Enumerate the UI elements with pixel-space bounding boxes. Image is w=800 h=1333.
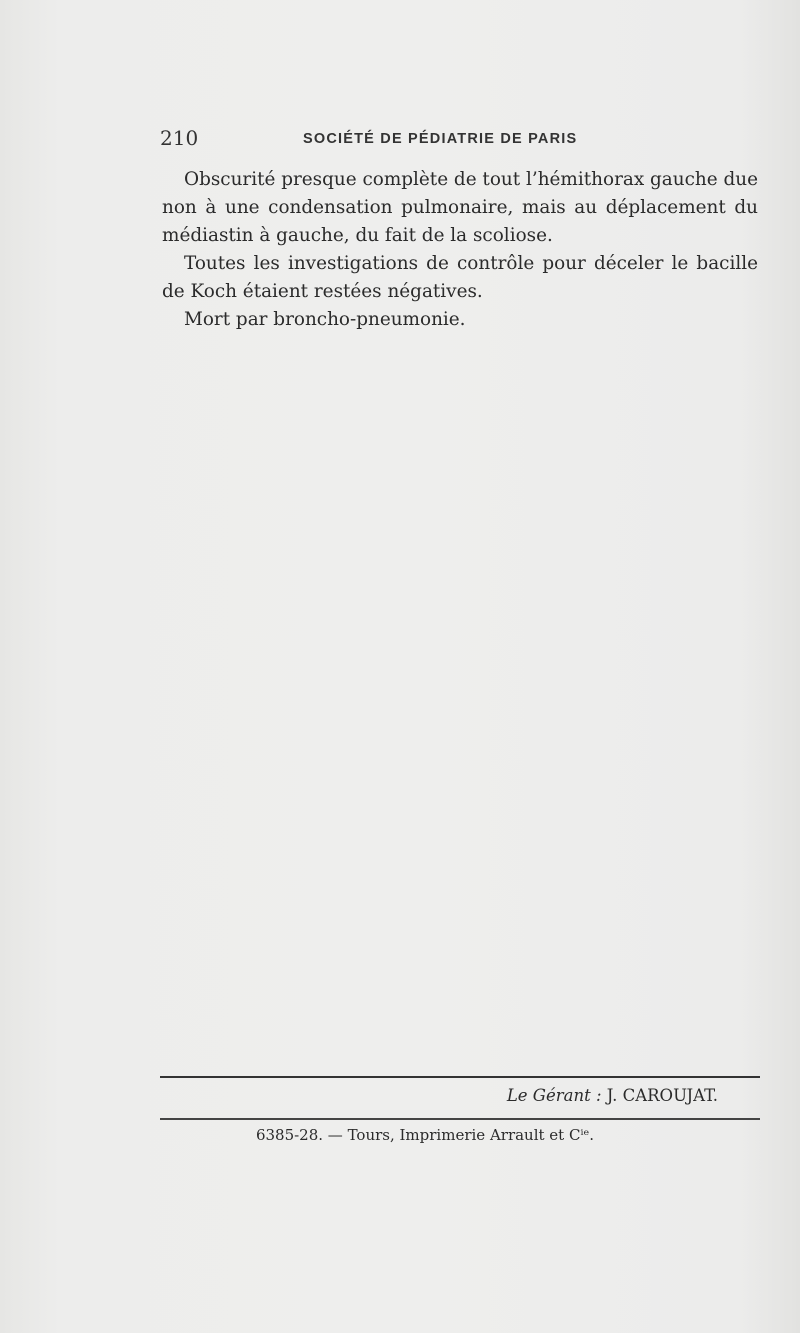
gerant-name: J. CAROUJAT. xyxy=(606,1086,718,1105)
paragraph: Toutes les investigations de contrôle pour déceler le bacille de Koch étaient restées négatives. xyxy=(162,253,758,302)
page-number: 210 xyxy=(160,126,199,150)
running-title: SOCIÉTÉ DE PÉDIATRIE DE PARIS xyxy=(303,131,578,147)
gerant-label: Le Gérant : xyxy=(506,1086,602,1105)
paragraph: Mort par broncho-pneumonie. xyxy=(184,309,466,330)
paragraph: Obscurité presque complète de tout l’hémithorax gauche due non à une condensation pulmonaire, mais au déplacement du médiastin à gauche, du fait de la scoliose. xyxy=(162,169,758,246)
body-text xyxy=(162,166,758,334)
page-header xyxy=(160,126,760,156)
divider-rule xyxy=(160,1076,760,1078)
divider-rule xyxy=(160,1118,760,1120)
gerant-signature xyxy=(507,1086,718,1105)
printer-imprint: 6385-28. — Tours, Imprimerie Arrault et Cⁱᵉ. xyxy=(255,1126,595,1144)
